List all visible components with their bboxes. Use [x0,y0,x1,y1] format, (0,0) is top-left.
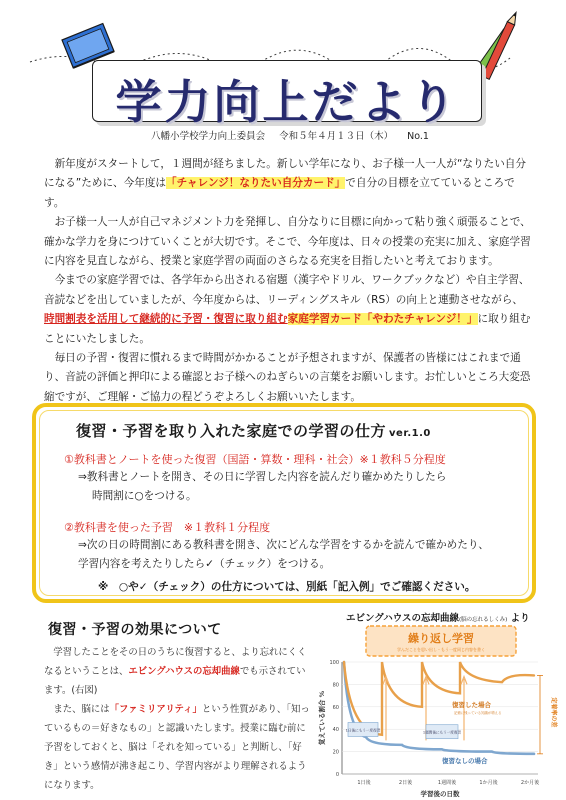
method-version: ver.1.0 [389,428,431,439]
y-tick-label: 0 [335,772,339,778]
familiarity-highlight: 「ファミリアリティ」 [109,704,202,715]
study-method-box [32,403,536,603]
issue-date: 令和５年４月１３日（木） [279,131,394,142]
effect-paragraph-1 [44,643,312,700]
effect-title: 復習・予習の効果について [48,622,222,638]
method-heading-preview: ②教科書を使った予習 ※１教科１分程度 [64,521,271,534]
series-label-review: 復習した場合 [452,700,491,709]
series-label-no-review: 復習なしの場合 [442,756,488,765]
effect-body [44,643,312,795]
effect-p1-text-a: 学習したことをその日のうちに復習すると、より忘れにくくなるということは、 [44,647,307,677]
x-tick-label: 1週間後 [437,780,457,786]
timetable-highlight: 時間割表を活用して継続的に予習・復習に取り組む [44,313,288,326]
intro-p1-text-b: で自分の目標を立てているところです。 [44,177,515,209]
newsletter-subtitle [100,128,480,142]
x-tick-label: 2か月後 [520,780,540,786]
study-card-highlight: 家庭学習カード「やわたチャレンジ！」 [287,313,478,326]
intro-paragraph-2: お子様一人一人が自己マネジメント力を発揮し、自分なりに目標に向かって粘り強く頑張ることで、確かな学力を身につけていくことが大切です。そこで、今年度は、日々の授業の充実に加え、家庭学習に内容を見直しながら、授業と家庭学習の両面のさらなる充実を目指したいと考えております。 [44,216,531,268]
method-title-text: 復習・予習を取り入れた家庭での学習の仕方 [76,422,387,440]
ebbinghaus-highlight: エビングハウスの忘却曲線 [128,666,240,677]
x-tick-label: 1か月後 [479,780,498,786]
method-note: ※ ○や✓（チェック）の仕方については、別紙「記入例」でご確認ください。 [98,581,476,593]
chart-svg [314,606,562,798]
method-title [76,420,431,441]
diff-label: 定着率の差 [550,697,557,728]
intro-paragraph-4: 毎日の予習・復習に慣れるまで時間がかかることが予想されますが、保護者の皆様にはこれまで通り、音読の評価と押印による確認とお子様へのねぎらいの言葉をお願いします。お忙しいところ大変恐縮ですが、ご理解・ご協力の程どうぞよろしくお願いいたします。 [44,352,531,403]
effect-paragraph-2 [44,700,312,795]
y-tick-label: 80 [332,682,339,689]
forgetting-curve-chart [314,606,562,798]
intro-section [44,155,532,407]
banner-title: 繰り返し学習 [408,632,474,645]
y-tick-label: 100 [329,660,339,666]
y-tick-label: 60 [332,704,339,711]
method-preview-text-2: 学習内容を考えたりしたら✓（チェック）をつける。 [78,558,331,570]
intro-p1-text-a: 新年度がスタートして，１週間が経ちました。新しい学年になり、お子様一人一人が“なりたい自分になる”ために、今年度は [44,158,526,190]
annotation-review-2: 1週間後にもう一度復習 [422,730,462,735]
x-tick-label: 1日後 [357,780,371,786]
curve-no-review [344,662,534,754]
method-heading-review: ①教科書とノートを使った復習（国語・算数・理科・社会）※１教科５分程度 [64,453,446,466]
chart-title-note: (脳の忘れるしくみ) [458,617,508,623]
chart-title-text: エビングハウスの忘却曲線 [346,613,459,624]
banner-subtitle: 学んだことを思い出し・もう一度同じ内容を書く [397,647,485,652]
challenge-card-highlight: 「チャレンジ！なりたい自分カード」 [166,177,346,190]
series-note-review: 記憶に残っている知識が増える [454,710,502,715]
effect-p2-text-b: という性質があり、「知っているもの＝好きなもの」と認識いたします。授業に臨む前に予習をしておくと、脳は「それを知っている」と判断し、「好き」という感情が沸き起こり、学習内容がより理解されるようになります。 [44,704,310,791]
chart-title-suffix: より [510,613,530,624]
intro-paragraph-1 [44,155,532,213]
publisher: 八幡小学校学力向上委員会 [151,131,266,142]
header [0,0,566,150]
y-axis-label: 覚えている割合 % [318,690,326,746]
newsletter-title: 学力向上だより [115,75,459,129]
effect-p1-text-b: でも示されています。(右図) [44,666,306,696]
method-preview-text-1: ⇒次の日の時間割にある教科書を開き、次にどんな学習をするかを読んで確かめたり、 [78,539,490,551]
x-axis-label: 学習後の日数 [420,790,460,798]
x-tick-label: 2日後 [398,780,413,786]
annotation-review-1: 1日後にもう一度復習 [345,728,381,733]
y-tick-label: 20 [332,749,339,756]
intro-p3-text-a: 今までの家庭学習では、各学年から出される宿題（漢字やドリル、ワークブックなど）や自主学習、音読などを出していましたが、今年度からは、リーディングスキル（RS）の向上と連動させながら、 [44,274,530,306]
intro-paragraph-3 [44,271,532,349]
effect-p2-text-a: また、脳には [53,704,110,715]
method-review-text-2: 時間割に○をつける。 [92,490,197,502]
y-tick-label: 40 [332,727,339,734]
method-review-text-1: ⇒教科書とノートを開き、その日に学習した内容を読んだり確かめたりしたら [78,471,447,483]
intro-p3-text-b: に取り組むことにいたしました。 [44,313,531,345]
issue-number: No.1 [407,131,429,142]
